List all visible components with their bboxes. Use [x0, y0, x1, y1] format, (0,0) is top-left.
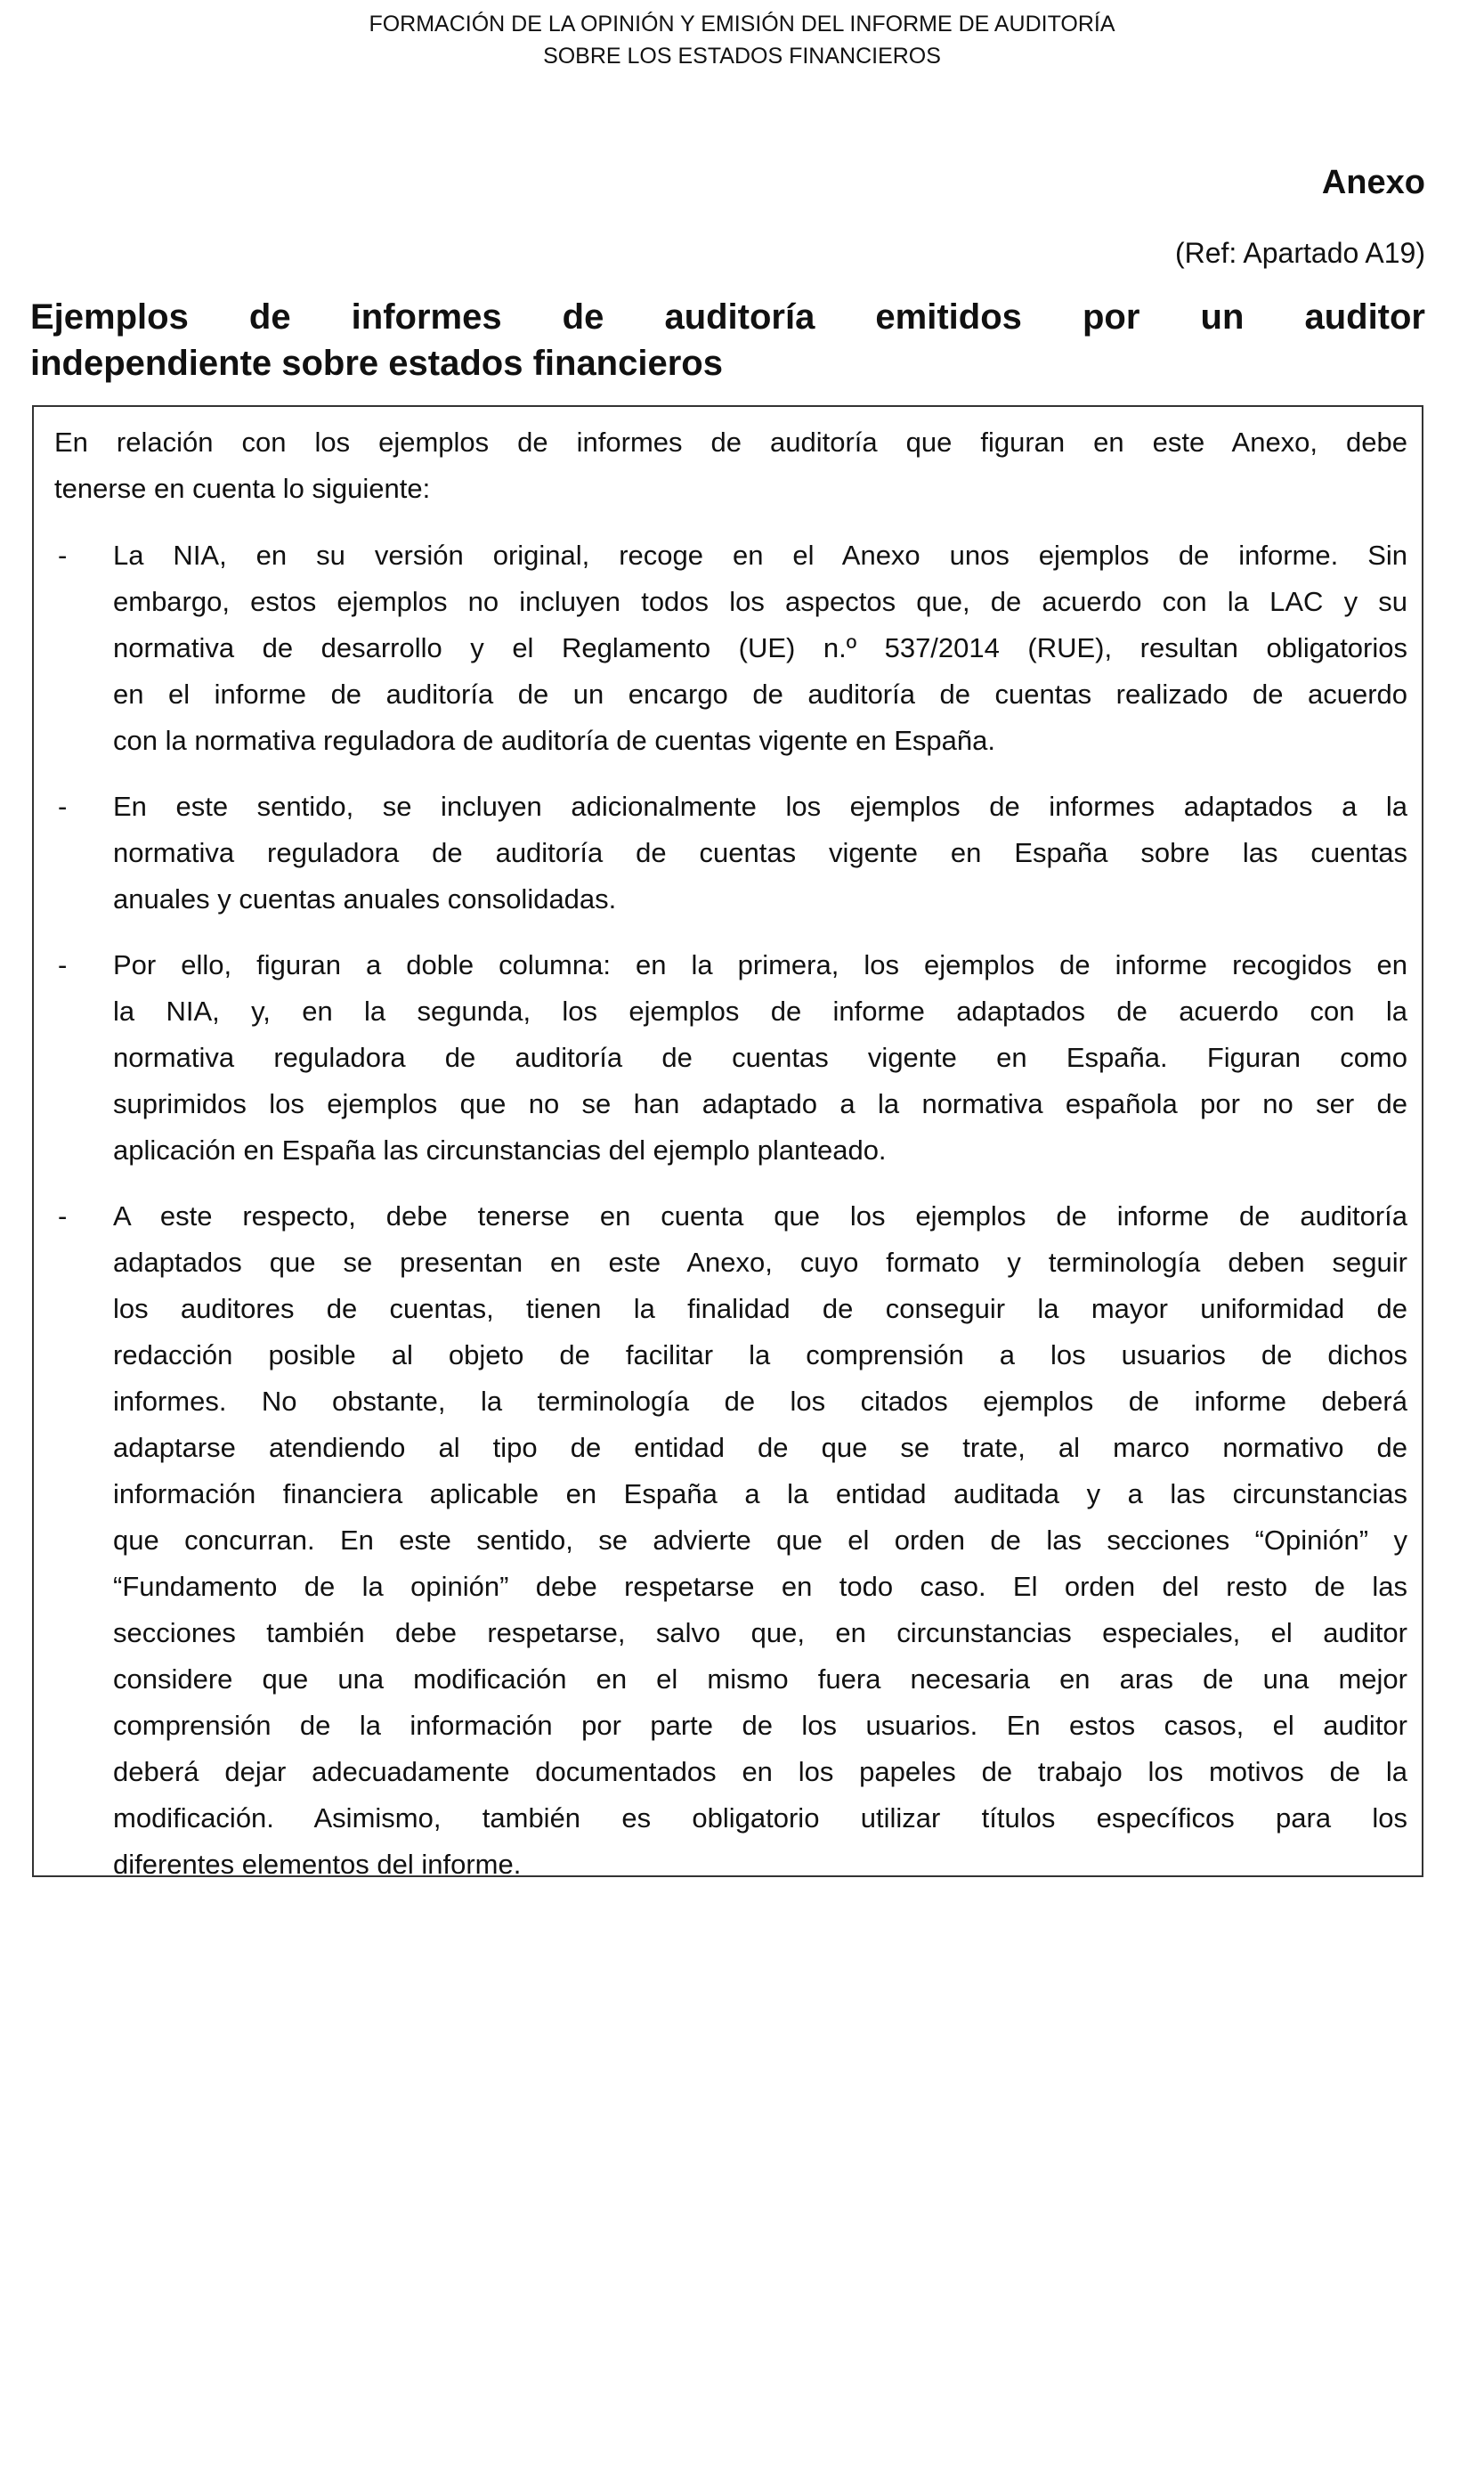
text-line: modificación. Asimismo, también es obligatorio utilizar títulos específicos para los [113, 1802, 1407, 1834]
list-item [54, 533, 1407, 764]
text-line: normativa de desarrollo y el Reglamento (UE) n.º 537/2014 (RUE), resultan obligatorios [113, 632, 1407, 663]
bullet-dash: - [58, 540, 68, 571]
text-line: En este sentido, se incluyen adicionalmente los ejemplos de informes adaptados a la [113, 791, 1407, 822]
text-line: que concurran. En este sentido, se advierte que el orden de las secciones “Opinión” y [113, 1525, 1407, 1556]
text-line: deberá dejar adecuadamente documentados en los papeles de trabajo los motivos de la [113, 1756, 1407, 1787]
text-line: normativa reguladora de auditoría de cuentas vigente en España. Figuran como [113, 1042, 1407, 1073]
text-line: embargo, estos ejemplos no incluyen todos los aspectos que, de acuerdo con la LAC y su [113, 586, 1407, 617]
list-item [54, 784, 1407, 923]
text-line: La NIA, en su versión original, recoge en el Anexo unos ejemplos de informe. Sin [113, 540, 1407, 571]
page-title [30, 294, 1425, 386]
annex-label: Anexo [1321, 164, 1425, 201]
text-line: los auditores de cuentas, tienen la finalidad de conseguir la mayor uniformidad de [113, 1293, 1407, 1324]
bullet-dash: - [58, 1200, 68, 1232]
text-line: diferentes elementos del informe. [113, 1849, 522, 1880]
text-line: informes. No obstante, la terminología de los citados ejemplos de informe deberá [113, 1386, 1407, 1417]
text-line: suprimidos los ejemplos que no se han adaptado a la normativa española por no ser de [113, 1088, 1407, 1119]
text-line: A este respecto, debe tenerse en cuenta que los ejemplos de informe de auditoría [113, 1200, 1407, 1232]
notice-box [32, 405, 1423, 1880]
bullet-dash: - [58, 791, 68, 822]
text-line: información financiera aplicable en España a la entidad auditada y a las circunstancias [113, 1478, 1407, 1509]
text-line: Por ello, figuran a doble columna: en la primera, los ejemplos de informe recogidos en [113, 949, 1407, 980]
text-line: en el informe de auditoría de un encargo de auditoría de cuentas realizado de acuerdo [113, 679, 1407, 710]
text-line: En relación con los ejemplos de informes de auditoría que figuran en este Anexo, debe [54, 427, 1407, 458]
text-line: normativa reguladora de auditoría de cuentas vigente en España sobre las cuentas [113, 837, 1407, 868]
text-line: comprensión de la información por parte de los usuarios. En estos casos, el auditor [113, 1710, 1407, 1741]
text-line: adaptarse atendiendo al tipo de entidad de que se trate, al marco normativo de [113, 1432, 1407, 1463]
text-line: considere que una modificación en el mismo fuera necesaria en aras de una mejor [113, 1663, 1407, 1695]
intro-paragraph [54, 419, 1407, 512]
title-line: Ejemplos de informes de auditoría emitidos por un auditor [30, 297, 1425, 337]
list-item [54, 1193, 1407, 1888]
text-line: secciones también debe respetarse, salvo que, en circunstancias especiales, el auditor [113, 1617, 1407, 1648]
list-item [54, 942, 1407, 1174]
running-header-line-1: FORMACIÓN DE LA OPINIÓN Y EMISIÓN DEL INFORME DE AUDITORÍA [369, 12, 1115, 37]
text-line: la NIA, y, en la segunda, los ejemplos de informe adaptados de acuerdo con la [113, 996, 1407, 1027]
reference: (Ref: Apartado A19) [1174, 237, 1425, 269]
text-line: “Fundamento de la opinión” debe respetarse en todo caso. El orden del resto de las [113, 1571, 1407, 1602]
text-line: aplicación en España las circunstancias del ejemplo planteado. [113, 1134, 887, 1166]
text-line: con la normativa reguladora de auditoría de cuentas vigente en España. [113, 725, 995, 756]
title-line: independiente sobre estados financieros [30, 344, 723, 383]
text-line: adaptados que se presentan en este Anexo, cuyo formato y terminología deben seguir [113, 1247, 1407, 1278]
notice-body [54, 419, 1407, 1907]
text-line: redacción posible al objeto de facilitar la comprensión a los usuarios de dichos [113, 1339, 1407, 1370]
text-line: tenerse en cuenta lo siguiente: [54, 473, 431, 504]
running-header-line-2: SOBRE LOS ESTADOS FINANCIEROS [543, 44, 941, 69]
text-line: anuales y cuentas anuales consolidadas. [113, 883, 617, 915]
bullet-dash: - [58, 949, 68, 980]
